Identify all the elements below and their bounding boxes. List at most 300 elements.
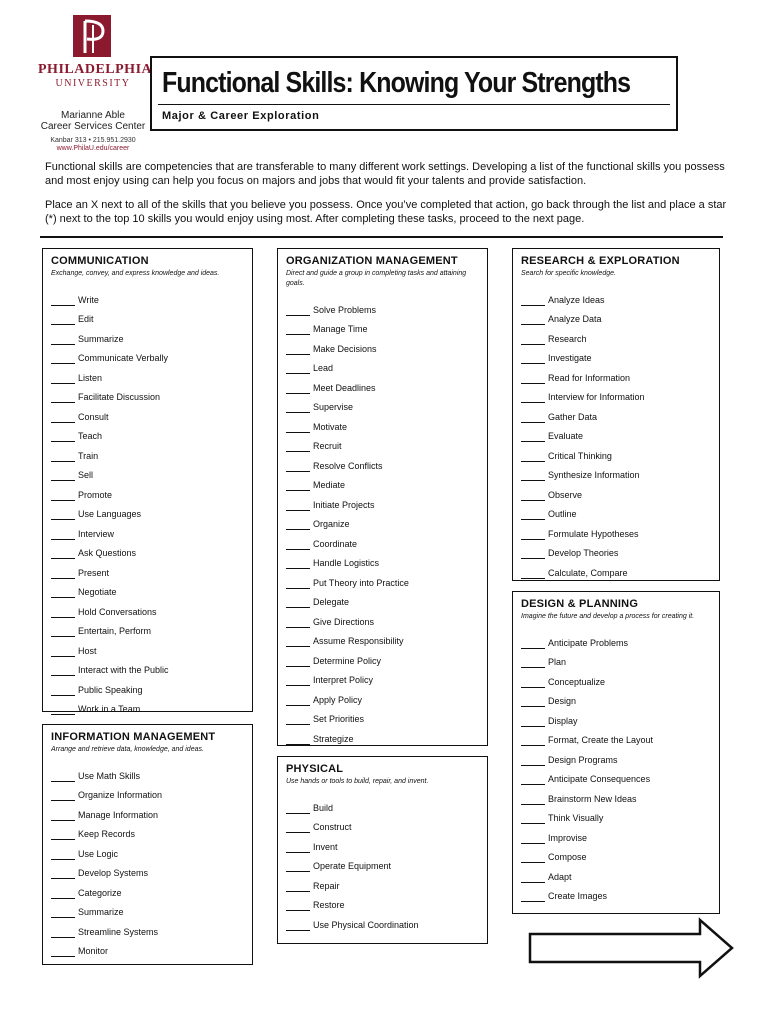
skill-label: Public Speaking xyxy=(78,684,143,695)
title-box xyxy=(150,56,678,131)
skill-item xyxy=(286,413,479,433)
skill-checkbox-blank[interactable] xyxy=(51,666,75,676)
skill-checkbox-blank[interactable] xyxy=(51,374,75,384)
skill-item xyxy=(51,918,244,938)
skill-item xyxy=(51,384,244,404)
career-url[interactable]: www.PhilaU.edu/career xyxy=(56,145,130,152)
skill-item xyxy=(521,649,711,669)
skill-checkbox-blank[interactable] xyxy=(521,569,545,579)
skill-item xyxy=(286,794,479,814)
skill-label: Improvise xyxy=(548,832,588,843)
skill-checkbox-blank[interactable] xyxy=(51,569,75,579)
skill-checkbox-blank[interactable] xyxy=(286,442,310,452)
skill-item xyxy=(51,696,244,716)
skill-checkbox-blank[interactable] xyxy=(521,335,545,345)
skill-label: Assume Responsibility xyxy=(313,636,404,646)
skill-checkbox-blank[interactable] xyxy=(51,947,75,957)
skill-label: Formulate Hypotheses xyxy=(548,528,639,539)
skill-item xyxy=(286,316,479,336)
skill-checkbox-blank[interactable] xyxy=(286,823,310,833)
career-center-name xyxy=(38,110,148,132)
skill-item xyxy=(521,824,711,844)
section-description: Search for specific knowledge. xyxy=(521,270,616,277)
title-divider xyxy=(158,104,670,105)
skill-label: Use Logic xyxy=(78,848,119,859)
skill-checkbox-blank[interactable] xyxy=(286,579,310,589)
skill-label: Interview xyxy=(78,528,115,539)
skill-label: Hold Conversations xyxy=(78,606,157,617)
skill-checkbox-blank[interactable] xyxy=(286,501,310,511)
skill-label: Edit xyxy=(78,314,94,324)
skill-item xyxy=(51,325,244,345)
skill-label: Restore xyxy=(313,900,345,910)
skill-label: Recruit xyxy=(313,441,342,451)
skill-item xyxy=(521,286,711,306)
skill-checkbox-blank[interactable] xyxy=(286,306,310,316)
skill-item xyxy=(286,608,479,628)
page-divider xyxy=(40,236,723,238)
skill-label: Solve Problems xyxy=(313,304,377,315)
skill-label: Build xyxy=(313,802,334,813)
skill-item xyxy=(521,364,711,384)
skill-list xyxy=(521,629,711,902)
skill-checkbox-blank[interactable] xyxy=(286,735,310,745)
skill-label: Plan xyxy=(548,657,567,667)
skill-checkbox-blank[interactable] xyxy=(51,413,75,423)
skill-label: Interact with the Public xyxy=(78,665,169,675)
skill-checkbox-blank[interactable] xyxy=(521,354,545,364)
skill-item xyxy=(521,345,711,365)
skill-checkbox-blank[interactable] xyxy=(521,471,545,481)
instructions-paragraph: Place an X next to all of the skills that you believe you possess. Once you’ve completed that action, go back through the list and place a star (*) next to the top 10 skills you would enjoy using most. After completing these tasks, proceed to the next page. xyxy=(45,199,727,225)
skill-label: Streamline Systems xyxy=(78,926,159,937)
skill-label: Listen xyxy=(78,372,103,383)
intro-paragraph: Functional skills are competencies that are transferable to many different work settings. Developing a list of the functional skills you possess and most enjoy using can help you focus on majors and jobs that would fit your talents and provide satisfaction. xyxy=(45,161,725,187)
skill-checkbox-blank[interactable] xyxy=(51,588,75,598)
skill-checkbox-blank[interactable] xyxy=(51,928,75,938)
skill-label: Host xyxy=(78,645,97,656)
skill-item xyxy=(286,511,479,531)
skill-item xyxy=(521,442,711,462)
skill-label: Negotiate xyxy=(78,587,117,597)
skill-label: Analyze Data xyxy=(548,314,602,324)
skill-label: Work in a Team xyxy=(78,704,141,714)
skill-label: Design xyxy=(548,696,577,706)
skill-checkbox-blank[interactable] xyxy=(51,354,75,364)
skill-item xyxy=(51,481,244,501)
skill-list xyxy=(286,794,479,931)
skill-label: Ask Questions xyxy=(78,548,137,558)
section-title: COMMUNICATION xyxy=(51,255,149,267)
skill-checkbox-blank[interactable] xyxy=(286,618,310,628)
skill-checkbox-blank[interactable] xyxy=(286,696,310,706)
skill-item xyxy=(51,657,244,677)
section-title: ORGANIZATION MANAGEMENT xyxy=(286,255,458,267)
skill-item xyxy=(51,442,244,462)
skill-item xyxy=(51,540,244,560)
skill-label: Summarize xyxy=(78,333,124,344)
skill-checkbox-blank[interactable] xyxy=(51,908,75,918)
skill-label: Summarize xyxy=(78,907,124,917)
career-center-contact xyxy=(38,137,148,153)
center-line-1: Marianne Able xyxy=(61,110,125,121)
skill-checkbox-blank[interactable] xyxy=(51,686,75,696)
skill-checkbox-blank[interactable] xyxy=(286,657,310,667)
skill-item xyxy=(521,746,711,766)
skill-checkbox-blank[interactable] xyxy=(286,901,310,911)
skill-item xyxy=(51,676,244,696)
skill-checkbox-blank[interactable] xyxy=(286,423,310,433)
skill-checkbox-blank[interactable] xyxy=(521,678,545,688)
skill-item xyxy=(521,325,711,345)
skill-checkbox-blank[interactable] xyxy=(286,345,310,355)
skill-label: Adapt xyxy=(548,871,572,882)
skill-label: Delegate xyxy=(313,597,350,607)
section-description: Use hands or tools to build, repair, and invent. xyxy=(286,778,429,785)
skill-item xyxy=(51,782,244,802)
skill-label: Teach xyxy=(78,431,103,441)
skill-label: Determine Policy xyxy=(313,655,382,666)
skill-checkbox-blank[interactable] xyxy=(521,413,545,423)
skill-item xyxy=(521,462,711,482)
skill-checkbox-blank[interactable] xyxy=(521,853,545,863)
skill-item xyxy=(286,628,479,648)
skill-item xyxy=(286,589,479,609)
university-sub: UNIVERSITY xyxy=(55,78,131,89)
skill-checkbox-blank[interactable] xyxy=(521,393,545,403)
skill-item xyxy=(51,286,244,306)
skill-item xyxy=(521,520,711,540)
skill-checkbox-blank[interactable] xyxy=(521,775,545,785)
skill-checkbox-blank[interactable] xyxy=(51,869,75,879)
skill-checkbox-blank[interactable] xyxy=(286,637,310,647)
skill-checkbox-blank[interactable] xyxy=(51,772,75,782)
skill-checkbox-blank[interactable] xyxy=(51,608,75,618)
skill-label: Outline xyxy=(548,509,577,519)
skill-item xyxy=(286,725,479,745)
skill-checkbox-blank[interactable] xyxy=(51,889,75,899)
skill-item xyxy=(286,706,479,726)
skill-item xyxy=(51,821,244,841)
skill-item xyxy=(286,452,479,472)
skill-item xyxy=(521,481,711,501)
skill-label: Communicate Verbally xyxy=(78,353,169,363)
skill-item xyxy=(286,892,479,912)
skill-checkbox-blank[interactable] xyxy=(521,814,545,824)
skill-item xyxy=(521,883,711,903)
skill-checkbox-blank[interactable] xyxy=(51,471,75,481)
skill-item xyxy=(51,501,244,521)
skill-checkbox-blank[interactable] xyxy=(286,364,310,374)
skill-checkbox-blank[interactable] xyxy=(286,598,310,608)
skill-item xyxy=(51,403,244,423)
skill-checkbox-blank[interactable] xyxy=(286,715,310,725)
skill-checkbox-blank[interactable] xyxy=(521,892,545,902)
skill-label: Use Math Skills xyxy=(78,770,141,781)
skill-item xyxy=(51,559,244,579)
skill-checkbox-blank[interactable] xyxy=(286,882,310,892)
skill-checkbox-blank[interactable] xyxy=(51,705,75,715)
skill-label: Mediate xyxy=(313,480,346,490)
arrow-right-icon[interactable] xyxy=(528,917,736,984)
skill-label: Interview for Information xyxy=(548,392,645,402)
skill-checkbox-blank[interactable] xyxy=(286,403,310,413)
section-description: Exchange, convey, and express knowledge and ideas. xyxy=(51,270,220,277)
skill-item xyxy=(286,814,479,834)
skill-item xyxy=(521,559,711,579)
skill-item xyxy=(51,345,244,365)
skill-checkbox-blank[interactable] xyxy=(521,658,545,668)
skill-item xyxy=(51,306,244,326)
skill-checkbox-blank[interactable] xyxy=(51,530,75,540)
skill-label: Use Physical Coordination xyxy=(313,919,419,930)
skill-label: Critical Thinking xyxy=(548,450,612,461)
skill-label: Put Theory into Practice xyxy=(313,577,409,588)
skill-item xyxy=(521,785,711,805)
skill-item xyxy=(521,306,711,326)
skill-label: Conceptualize xyxy=(548,676,606,687)
section-description: Arrange and retrieve data, knowledge, and ideas. xyxy=(51,746,204,753)
skill-label: Make Decisions xyxy=(313,343,377,354)
skill-label: Create Images xyxy=(548,891,608,901)
skill-label: Strategize xyxy=(313,733,354,744)
skill-label: Calculate, Compare xyxy=(548,567,628,578)
skill-label: Give Directions xyxy=(313,616,375,627)
skill-label: Manage Information xyxy=(78,809,159,820)
skill-label: Meet Deadlines xyxy=(313,382,376,393)
skill-item xyxy=(521,766,711,786)
skill-item xyxy=(286,872,479,892)
skill-checkbox-blank[interactable] xyxy=(521,296,545,306)
skill-checkbox-blank[interactable] xyxy=(521,697,545,707)
skill-label: Consult xyxy=(78,411,109,422)
skill-checkbox-blank[interactable] xyxy=(521,639,545,649)
skill-label: Investigate xyxy=(548,353,592,363)
skill-label: Synthesize Information xyxy=(548,470,640,480)
skill-label: Motivate xyxy=(313,421,348,432)
skill-item xyxy=(51,579,244,599)
skill-label: Categorize xyxy=(78,887,122,898)
skill-label: Display xyxy=(548,715,578,726)
skill-checkbox-blank[interactable] xyxy=(51,491,75,501)
skill-item xyxy=(286,355,479,375)
skill-item xyxy=(521,540,711,560)
skill-item xyxy=(521,668,711,688)
skill-checkbox-blank[interactable] xyxy=(286,676,310,686)
skill-item xyxy=(51,637,244,657)
skill-item xyxy=(286,686,479,706)
skill-label: Compose xyxy=(548,852,587,862)
skill-label: Promote xyxy=(78,489,113,500)
section-description: Direct and guide a group in completing tasks and attaining goals. xyxy=(286,270,467,287)
skill-label: Anticipate Problems xyxy=(548,637,629,648)
university-name: PHILADELPHIA xyxy=(38,62,153,77)
skill-checkbox-blank[interactable] xyxy=(286,520,310,530)
skill-item xyxy=(286,647,479,667)
skill-list xyxy=(51,762,244,957)
skill-label: Manage Time xyxy=(313,324,368,334)
skill-item xyxy=(51,423,244,443)
skill-list xyxy=(286,296,479,745)
page-title: Functional Skills: Knowing Your Strengths xyxy=(162,67,631,99)
skill-checkbox-blank[interactable] xyxy=(51,296,75,306)
center-line-2: Career Services Center xyxy=(40,121,146,132)
skill-checkbox-blank[interactable] xyxy=(521,736,545,746)
skill-checkbox-blank[interactable] xyxy=(51,830,75,840)
skill-checkbox-blank[interactable] xyxy=(286,559,310,569)
skill-item xyxy=(521,688,711,708)
skill-label: Construct xyxy=(313,822,352,832)
skill-item xyxy=(286,550,479,570)
skill-checkbox-blank[interactable] xyxy=(51,627,75,637)
skill-item xyxy=(521,384,711,404)
skill-label: Organize Information xyxy=(78,790,163,800)
skill-item xyxy=(286,296,479,316)
skill-checkbox-blank[interactable] xyxy=(286,804,310,814)
skill-label: Keep Records xyxy=(78,829,136,839)
skill-checkbox-blank[interactable] xyxy=(521,315,545,325)
skill-item xyxy=(286,491,479,511)
skill-item xyxy=(51,840,244,860)
skill-checkbox-blank[interactable] xyxy=(286,325,310,335)
skill-item xyxy=(286,394,479,414)
skill-item xyxy=(521,863,711,883)
skill-checkbox-blank[interactable] xyxy=(51,791,75,801)
skill-label: Operate Equipment xyxy=(313,861,392,871)
skill-item xyxy=(521,501,711,521)
skill-checkbox-blank[interactable] xyxy=(286,540,310,550)
skill-label: Develop Systems xyxy=(78,868,149,878)
skill-item xyxy=(521,423,711,443)
skill-item xyxy=(521,707,711,727)
skill-label: Sell xyxy=(78,470,94,480)
skill-item xyxy=(51,618,244,638)
skill-label: Organize xyxy=(313,519,350,529)
skill-checkbox-blank[interactable] xyxy=(51,549,75,559)
skill-item xyxy=(521,844,711,864)
skill-label: Brainstorm New Ideas xyxy=(548,793,637,804)
skill-label: Entertain, Perform xyxy=(78,626,152,636)
skill-checkbox-blank[interactable] xyxy=(286,843,310,853)
skill-label: Develop Theories xyxy=(548,548,619,558)
skill-checkbox-blank[interactable] xyxy=(521,795,545,805)
skill-label: Evaluate xyxy=(548,431,584,441)
skill-label: Initiate Projects xyxy=(313,499,375,510)
skill-label: Use Languages xyxy=(78,509,142,519)
skill-checkbox-blank[interactable] xyxy=(286,384,310,394)
skill-item xyxy=(51,899,244,919)
skill-label: Gather Data xyxy=(548,411,598,422)
page-subtitle: Major & Career Exploration xyxy=(162,110,320,122)
skill-label: Observe xyxy=(548,489,583,500)
skill-checkbox-blank[interactable] xyxy=(51,393,75,403)
skill-item xyxy=(286,335,479,355)
skill-item xyxy=(521,403,711,423)
skill-checkbox-blank[interactable] xyxy=(521,432,545,442)
skill-item xyxy=(286,374,479,394)
skill-label: Monitor xyxy=(78,946,109,956)
skill-checkbox-blank[interactable] xyxy=(521,510,545,520)
skill-item xyxy=(51,520,244,540)
skill-checkbox-blank[interactable] xyxy=(51,811,75,821)
skill-label: Interpret Policy xyxy=(313,675,374,685)
skill-item xyxy=(521,629,711,649)
university-logo-icon xyxy=(73,15,111,57)
skill-item xyxy=(286,569,479,589)
skill-checkbox-blank[interactable] xyxy=(521,834,545,844)
skill-label: Design Programs xyxy=(548,754,618,765)
section-description: Imagine the future and develop a process for creating it. xyxy=(521,613,695,620)
skill-label: Research xyxy=(548,333,587,344)
skill-label: Read for Information xyxy=(548,372,631,383)
skill-label: Think Visually xyxy=(548,813,604,823)
skill-label: Anticipate Consequences xyxy=(548,774,651,784)
skill-checkbox-blank[interactable] xyxy=(51,335,75,345)
skill-item xyxy=(51,938,244,958)
skill-item xyxy=(286,833,479,853)
skill-label: Apply Policy xyxy=(313,694,363,705)
skill-checkbox-blank[interactable] xyxy=(51,647,75,657)
skill-checkbox-blank[interactable] xyxy=(521,374,545,384)
section-organization-management xyxy=(277,248,488,746)
skill-checkbox-blank[interactable] xyxy=(521,530,545,540)
skill-checkbox-blank[interactable] xyxy=(51,315,75,325)
contact-line: Kanbar 313 • 215.951.2930 xyxy=(50,137,136,144)
section-research-exploration xyxy=(512,248,720,581)
skill-checkbox-blank[interactable] xyxy=(51,432,75,442)
skill-item xyxy=(286,911,479,931)
skill-label: Train xyxy=(78,450,99,461)
skill-item xyxy=(51,762,244,782)
section-title: RESEARCH & EXPLORATION xyxy=(521,255,680,267)
skill-item xyxy=(51,860,244,880)
section-physical xyxy=(277,756,488,944)
skill-checkbox-blank[interactable] xyxy=(51,510,75,520)
skill-label: Supervise xyxy=(313,402,354,412)
skill-label: Resolve Conflicts xyxy=(313,460,383,471)
skill-label: Repair xyxy=(313,880,340,891)
skill-list xyxy=(51,286,244,715)
skill-label: Analyze Ideas xyxy=(548,294,605,305)
skill-item xyxy=(286,667,479,687)
skill-checkbox-blank[interactable] xyxy=(521,717,545,727)
skill-label: Invent xyxy=(313,841,338,852)
skill-checkbox-blank[interactable] xyxy=(286,921,310,931)
section-title: PHYSICAL xyxy=(286,763,344,775)
skill-item xyxy=(286,472,479,492)
skill-checkbox-blank[interactable] xyxy=(521,756,545,766)
skill-checkbox-blank[interactable] xyxy=(51,850,75,860)
skill-item xyxy=(286,853,479,873)
skill-checkbox-blank[interactable] xyxy=(521,491,545,501)
skill-checkbox-blank[interactable] xyxy=(521,549,545,559)
skill-checkbox-blank[interactable] xyxy=(286,862,310,872)
skill-checkbox-blank[interactable] xyxy=(51,452,75,462)
skill-checkbox-blank[interactable] xyxy=(286,462,310,472)
skill-item xyxy=(51,801,244,821)
skill-item xyxy=(521,805,711,825)
skill-label: Write xyxy=(78,294,99,305)
section-title: DESIGN & PLANNING xyxy=(521,598,639,610)
skill-checkbox-blank[interactable] xyxy=(286,481,310,491)
skill-checkbox-blank[interactable] xyxy=(521,452,545,462)
skill-item xyxy=(51,364,244,384)
skill-label: Present xyxy=(78,567,110,578)
skill-checkbox-blank[interactable] xyxy=(521,873,545,883)
skill-item xyxy=(521,727,711,747)
section-communication xyxy=(42,248,253,712)
section-title: INFORMATION MANAGEMENT xyxy=(51,731,216,743)
